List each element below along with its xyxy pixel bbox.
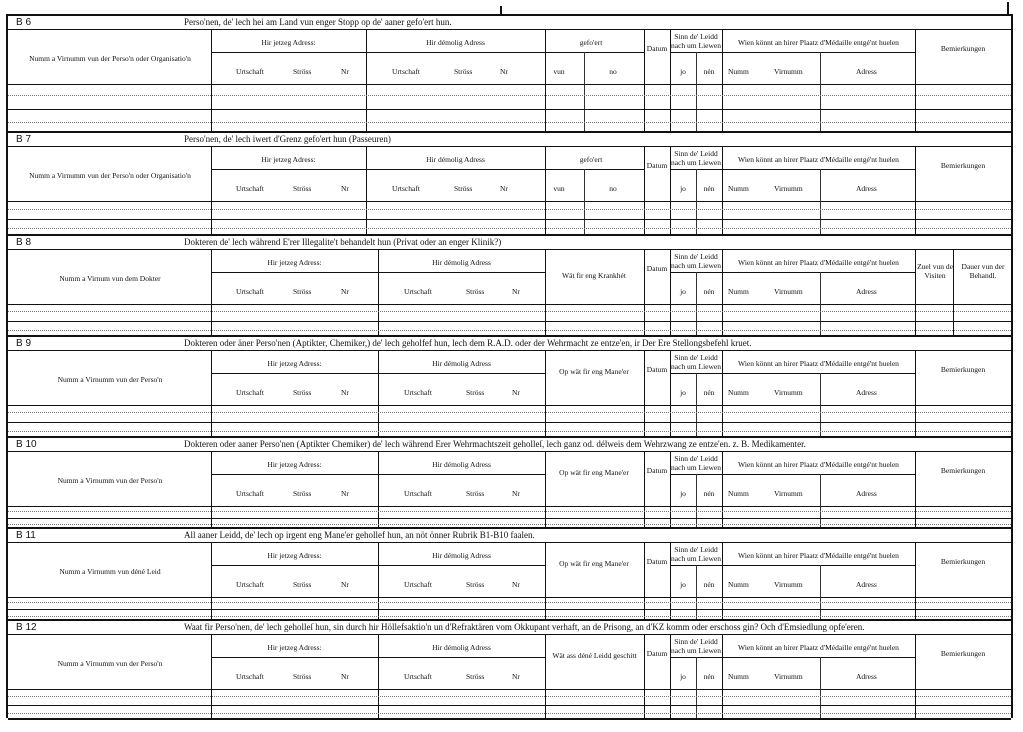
- no-header: nén: [703, 67, 715, 76]
- column-divider: [378, 250, 379, 337]
- title-rule: [8, 542, 1011, 543]
- manner-header: Op wät fir eng Mane'er: [559, 559, 629, 568]
- remarks-header: Bemierkungen: [940, 365, 986, 374]
- column-divider: [820, 657, 821, 720]
- address-subrule: [211, 272, 378, 273]
- column-divider: [545, 147, 546, 236]
- name-column-header: Numm a Virnumm vun der Perso'n: [57, 375, 163, 384]
- recipient-firstname-header: Virnumm: [774, 287, 803, 296]
- yes-header: jo: [680, 287, 686, 296]
- remarks-header: Bemierkungen: [940, 557, 986, 566]
- recipient-surname-header: Numm: [728, 388, 749, 397]
- former-city-header: Urtschaft: [404, 489, 432, 498]
- current-number-header: Nr: [341, 489, 349, 498]
- address-subrule: [366, 169, 545, 170]
- manner-header: Op wät fir eng Mane'er: [559, 468, 629, 477]
- name-column-header: Numm a Virnumm vun der Perso'n: [57, 659, 163, 668]
- recipient-surname-header: Numm: [728, 672, 749, 681]
- title-rule: [8, 29, 1011, 30]
- what-happened-header: Wät ass déné Leidd geschitt: [552, 651, 637, 660]
- column-divider: [820, 565, 821, 621]
- date-header: Datum: [646, 557, 668, 566]
- column-divider: [696, 272, 697, 337]
- section-title: Dokteren de' lech während E'rer Illegalite't behandelt hun (Privat oder an enger Klinik?): [184, 237, 502, 247]
- column-divider: [644, 30, 645, 133]
- column-divider: [211, 147, 212, 236]
- yes-header: jo: [680, 489, 686, 498]
- current-street-header: Ströss: [293, 672, 312, 681]
- remarks-header: Bemierkungen: [940, 466, 986, 475]
- recipient-firstname-header: Virnumm: [774, 489, 803, 498]
- column-divider: [696, 474, 697, 529]
- recipient-surname-header: Numm: [728, 184, 749, 193]
- recipient-firstname-header: Virnumm: [774, 67, 803, 76]
- current-address-header: Hir jetzeg Adress:: [267, 460, 322, 469]
- column-divider: [820, 52, 821, 133]
- current-number-header: Nr: [341, 388, 349, 397]
- current-address-header: Hir jetzeg Adress:: [267, 258, 322, 267]
- column-divider: [915, 351, 916, 438]
- former-city-header: Urtschaft: [392, 184, 420, 193]
- recipient-address-header: Adress: [856, 287, 877, 296]
- former-address-header: Hir démolig Adress: [432, 551, 491, 560]
- current-city-header: Urtschaft: [236, 67, 264, 76]
- address-subrule: [366, 52, 545, 53]
- recipient-firstname-header: Virnumm: [774, 184, 803, 193]
- column-divider: [696, 657, 697, 720]
- column-divider: [696, 373, 697, 438]
- recipient-surname-header: Numm: [728, 580, 749, 589]
- current-number-header: Nr: [341, 287, 349, 296]
- former-city-header: Urtschaft: [404, 388, 432, 397]
- entry-row[interactable]: [8, 209, 1011, 210]
- current-address-header: Hir jetzeg Adress:: [261, 155, 316, 164]
- remarks-header: Bemierkungen: [940, 44, 986, 53]
- entry-row[interactable]: [8, 616, 1011, 617]
- from-header: vun: [553, 184, 565, 193]
- entry-row[interactable]: [8, 602, 1011, 603]
- column-divider: [644, 351, 645, 438]
- section-title: Dokteren oder aaner Perso'nen (Aptikter Chemiker) de' lech während Erer Wehrmachtszeit geholleſ, lech ganz od. délweis dem Wehrzwang ze entze'en. z. B. Medikamenter.: [184, 439, 806, 449]
- header-bottom-rule: [8, 597, 1011, 598]
- yes-header: jo: [680, 672, 686, 681]
- current-address-header: Hir jetzeg Adress:: [267, 359, 322, 368]
- column-divider: [915, 635, 916, 720]
- column-divider: [820, 373, 821, 438]
- former-city-header: Urtschaft: [404, 580, 432, 589]
- former-city-header: Urtschaft: [404, 672, 432, 681]
- from-header: vun: [553, 67, 565, 76]
- current-number-header: Nr: [341, 184, 349, 193]
- wien-subrule: [722, 657, 915, 658]
- still-alive-header: Sinn de' Leidd nach um Liewen: [671, 32, 721, 50]
- section-code: B 7: [16, 134, 32, 145]
- current-address-header: Hir jetzeg Adress:: [267, 643, 322, 652]
- medal-recipient-header: Wien könnt an hirer Plaatz d'Médaille entgé'nt huelen: [738, 643, 899, 652]
- entry-row[interactable]: [8, 696, 1011, 697]
- former-street-header: Ströss: [466, 489, 485, 498]
- wien-subrule: [722, 272, 915, 273]
- former-street-header: Ströss: [454, 67, 473, 76]
- current-street-header: Ströss: [293, 489, 312, 498]
- former-city-header: Urtschaft: [392, 67, 420, 76]
- recipient-firstname-header: Virnumm: [774, 580, 803, 589]
- visits-count-header: Zuel vun de Visiten: [917, 262, 953, 280]
- date-header: Datum: [646, 161, 668, 170]
- column-divider: [644, 147, 645, 236]
- column-divider: [211, 250, 212, 337]
- recipient-address-header: Adress: [856, 184, 877, 193]
- column-divider: [696, 565, 697, 621]
- entry-row[interactable]: [8, 228, 1011, 229]
- wien-subrule: [722, 169, 915, 170]
- entry-row[interactable]: [8, 511, 1011, 512]
- address-subrule: [211, 657, 378, 658]
- former-address-header: Hir démolig Adress: [432, 359, 491, 368]
- entry-row[interactable]: [8, 95, 1011, 96]
- former-street-header: Ströss: [454, 184, 473, 193]
- still-alive-header: Sinn de' Leidd nach um Liewen: [671, 149, 721, 167]
- column-divider: [584, 169, 585, 236]
- no-header: nén: [703, 580, 715, 589]
- column-divider: [722, 635, 723, 720]
- still-alive-header: Sinn de' Leidd nach um Liewen: [671, 454, 721, 472]
- wien-subrule: [722, 565, 915, 566]
- column-divider: [820, 272, 821, 337]
- column-divider: [545, 30, 546, 133]
- section-b10: [8, 436, 1011, 527]
- recipient-surname-header: Numm: [728, 67, 749, 76]
- address-subrule: [211, 565, 378, 566]
- column-divider: [211, 635, 212, 720]
- recipient-address-header: Adress: [856, 672, 877, 681]
- still-alive-header: Sinn de' Leidd nach um Liewen: [671, 252, 721, 270]
- section-b8: [8, 234, 1011, 335]
- former-address-header: Hir démolig Adress: [426, 155, 485, 164]
- former-address-header: Hir démolig Adress: [426, 38, 485, 47]
- entry-row[interactable]: [8, 713, 1011, 714]
- column-divider: [722, 351, 723, 438]
- date-header: Datum: [646, 649, 668, 658]
- date-header: Datum: [646, 264, 668, 273]
- header-bottom-rule: [8, 84, 1011, 85]
- column-divider: [820, 169, 821, 236]
- entry-row-rule: [8, 109, 1011, 110]
- name-column-header: Numm a Virnum vun dem Dokter: [59, 274, 161, 283]
- column-divider: [644, 635, 645, 720]
- header-bottom-rule: [8, 689, 1011, 690]
- wien-subrule: [722, 373, 915, 374]
- former-street-header: Ströss: [466, 388, 485, 397]
- recipient-firstname-header: Virnumm: [774, 388, 803, 397]
- to-header: no: [609, 67, 617, 76]
- current-address-header: Hir jetzeg Adress:: [267, 551, 322, 560]
- current-street-header: Ströss: [293, 184, 312, 193]
- column-divider: [545, 351, 546, 438]
- entry-row[interactable]: [8, 330, 1011, 331]
- former-street-header: Ströss: [466, 580, 485, 589]
- former-number-header: Nr: [512, 489, 520, 498]
- date-header: Datum: [646, 466, 668, 475]
- current-city-header: Urtschaft: [236, 489, 264, 498]
- name-column-header: Numm a Virnumm vun der Perso'n oder Organisatio'n: [29, 54, 191, 63]
- header-bottom-rule: [8, 304, 1011, 305]
- column-divider: [545, 250, 546, 337]
- medal-recipient-header: Wien könnt an hirer Plaatz d'Médaille entgé'nt huelen: [738, 258, 899, 267]
- current-street-header: Ströss: [293, 67, 312, 76]
- section-code: B 9: [16, 338, 32, 349]
- manner-header: Op wät fir eng Mane'er: [559, 367, 629, 376]
- name-column-header: Numm a Virnumm vun der Perso'n: [57, 476, 163, 485]
- column-divider: [644, 250, 645, 337]
- entry-row-rule: [8, 321, 1011, 322]
- column-divider: [366, 147, 367, 236]
- former-number-header: Nr: [512, 388, 520, 397]
- column-divider: [211, 30, 212, 133]
- medal-recipient-header: Wien könnt an hirer Plaatz d'Médaille entgé'nt huelen: [738, 359, 899, 368]
- entry-row-rule: [8, 518, 1011, 519]
- column-divider: [820, 474, 821, 529]
- recipient-address-header: Adress: [856, 388, 877, 397]
- address-subrule: [378, 272, 545, 273]
- former-number-header: Nr: [500, 184, 508, 193]
- section-code: B 6: [16, 17, 32, 28]
- title-rule: [8, 249, 1011, 250]
- title-rule: [8, 350, 1011, 351]
- section-title: Perso'nen, de' lech hei am Land vun enger Stopp op de' aaner gefo'ert hun.: [184, 17, 452, 27]
- section-title: Perso'nen, de' lech iwert d'Grenz gefo'ert hun (Passeuren): [184, 134, 391, 144]
- column-divider: [584, 52, 585, 133]
- recipient-address-header: Adress: [856, 580, 877, 589]
- entry-row[interactable]: [8, 431, 1011, 432]
- medal-recipient-header: Wien könnt an hirer Plaatz d'Médaille entgé'nt huelen: [738, 551, 899, 560]
- wien-subrule: [722, 474, 915, 475]
- section-code: B 10: [16, 439, 37, 450]
- column-divider: [915, 30, 916, 133]
- section-title: Waat fir Perso'nen, de' lech geholleſ hun, sin durch hir Höllefsaktio'n un d'Refraktären vom Okkupant verhaft, an de Prisong, an d'KZ komm oder erschoss gin? Och d'Emsiedlung opfe'eren.: [184, 622, 865, 632]
- current-city-header: Urtschaft: [236, 388, 264, 397]
- address-subrule: [378, 474, 545, 475]
- current-city-header: Urtschaft: [236, 672, 264, 681]
- column-divider: [696, 52, 697, 133]
- section-b7: [8, 131, 1011, 234]
- still-alive-header: Sinn de' Leidd nach um Liewen: [671, 637, 721, 655]
- still-alive-header: Sinn de' Leidd nach um Liewen: [671, 545, 721, 563]
- column-divider: [915, 147, 916, 236]
- former-number-header: Nr: [512, 287, 520, 296]
- entry-row[interactable]: [8, 524, 1011, 525]
- former-number-header: Nr: [512, 672, 520, 681]
- column-divider: [378, 635, 379, 720]
- section-code: B 11: [16, 530, 36, 541]
- address-subrule: [211, 474, 378, 475]
- no-header: nén: [703, 489, 715, 498]
- date-header: Datum: [646, 44, 668, 53]
- title-rule: [8, 146, 1011, 147]
- recipient-address-header: Adress: [856, 67, 877, 76]
- yes-header: jo: [680, 388, 686, 397]
- header-bottom-rule: [8, 405, 1011, 406]
- yes-header: jo: [680, 580, 686, 589]
- entry-row[interactable]: [8, 412, 1011, 413]
- still-alive-header: Sinn de' Leidd nach um Liewen: [671, 353, 721, 371]
- section-title: Dokteren oder äner Perso'nen (Aptikter, Chemiker,) de' lech geholfef hun, lech dem R.A.D. oder der Wehrmacht ze entze'en, ir Der Ere Stellongsbefehl kruet.: [184, 338, 752, 348]
- illness-header: Wät fir eng Krankhét: [562, 271, 626, 280]
- no-header: nén: [703, 388, 715, 397]
- yes-header: jo: [680, 184, 686, 193]
- entry-row[interactable]: [8, 122, 1011, 123]
- former-number-header: Nr: [512, 580, 520, 589]
- medal-recipient-header: Wien könnt an hirer Plaatz d'Médaille entgé'nt huelen: [738, 155, 899, 164]
- former-address-header: Hir démolig Adress: [432, 643, 491, 652]
- recipient-firstname-header: Virnumm: [774, 672, 803, 681]
- medal-recipient-header: Wien könnt an hirer Plaatz d'Médaille entgé'nt huelen: [738, 38, 899, 47]
- remarks-header: Bemierkungen: [940, 161, 986, 170]
- entry-row-rule: [8, 705, 1011, 706]
- section-b12: [8, 619, 1011, 718]
- address-subrule: [211, 52, 366, 53]
- former-street-header: Ströss: [466, 672, 485, 681]
- form-sheet: [6, 14, 1013, 718]
- header-bottom-rule: [8, 506, 1011, 507]
- section-title: All aaner Leidd, de' lech op irgent eng Mane'er gehollef hun, an nöt önner Rubrik B1-B10 faalen.: [184, 530, 535, 540]
- address-subrule: [211, 373, 378, 374]
- current-city-header: Urtschaft: [236, 580, 264, 589]
- address-subrule: [211, 169, 366, 170]
- section-b9: [8, 335, 1011, 436]
- section-code: B 12: [16, 622, 37, 633]
- current-number-header: Nr: [341, 580, 349, 589]
- entry-row-rule: [8, 422, 1011, 423]
- current-street-header: Ströss: [293, 388, 312, 397]
- yes-header: jo: [680, 67, 686, 76]
- column-divider: [696, 169, 697, 236]
- section-code: B 8: [16, 237, 32, 248]
- address-subrule: [378, 373, 545, 374]
- current-address-header: Hir jetzeg Adress:: [261, 38, 316, 47]
- column-divider: [211, 351, 212, 438]
- title-rule: [8, 451, 1011, 452]
- former-number-header: Nr: [500, 67, 508, 76]
- form-bottom-border: [8, 718, 1011, 720]
- section-b6: [8, 14, 1011, 131]
- title-rule: [8, 634, 1011, 635]
- former-city-header: Urtschaft: [404, 287, 432, 296]
- address-subrule: [378, 657, 545, 658]
- date-header: Datum: [646, 365, 668, 374]
- current-number-header: Nr: [341, 672, 349, 681]
- entry-row-rule: [8, 609, 1011, 610]
- section-b11: [8, 527, 1011, 619]
- column-divider: [722, 147, 723, 236]
- entry-row[interactable]: [8, 311, 1011, 312]
- name-column-header: Numm a Virnumm vun der Perso'n oder Organisatio'n: [29, 171, 191, 180]
- recipient-address-header: Adress: [856, 489, 877, 498]
- former-address-header: Hir démolig Adress: [432, 460, 491, 469]
- remarks-header: Bemierkungen: [940, 649, 986, 658]
- name-column-header: Numm a Virnumm vun déné Leid: [59, 567, 161, 576]
- no-header: nén: [703, 672, 715, 681]
- header-bottom-rule: [8, 201, 1011, 202]
- current-city-header: Urtschaft: [236, 287, 264, 296]
- current-city-header: Urtschaft: [236, 184, 264, 193]
- current-street-header: Ströss: [293, 580, 312, 589]
- entry-row-rule: [8, 219, 1011, 220]
- gefoert-subrule: [545, 169, 644, 170]
- column-divider: [378, 351, 379, 438]
- recipient-surname-header: Numm: [728, 489, 749, 498]
- treatment-duration-header: Dauer vun der Behandl.: [961, 262, 1005, 280]
- gefoert-subrule: [545, 52, 644, 53]
- recipient-surname-header: Numm: [728, 287, 749, 296]
- current-number-header: Nr: [341, 67, 349, 76]
- former-street-header: Ströss: [466, 287, 485, 296]
- column-divider: [545, 635, 546, 720]
- no-header: nén: [703, 287, 715, 296]
- address-subrule: [378, 565, 545, 566]
- transported-header: gefo'ert: [579, 155, 603, 164]
- wien-subrule: [722, 52, 915, 53]
- column-divider: [722, 250, 723, 337]
- current-street-header: Ströss: [293, 287, 312, 296]
- former-address-header: Hir démolig Adress: [432, 258, 491, 267]
- transported-header: gefo'ert: [579, 38, 603, 47]
- no-header: nén: [703, 184, 715, 193]
- column-divider: [366, 30, 367, 133]
- medal-recipient-header: Wien könnt an hirer Plaatz d'Médaille entgé'nt huelen: [738, 460, 899, 469]
- column-divider: [722, 30, 723, 133]
- to-header: no: [609, 184, 617, 193]
